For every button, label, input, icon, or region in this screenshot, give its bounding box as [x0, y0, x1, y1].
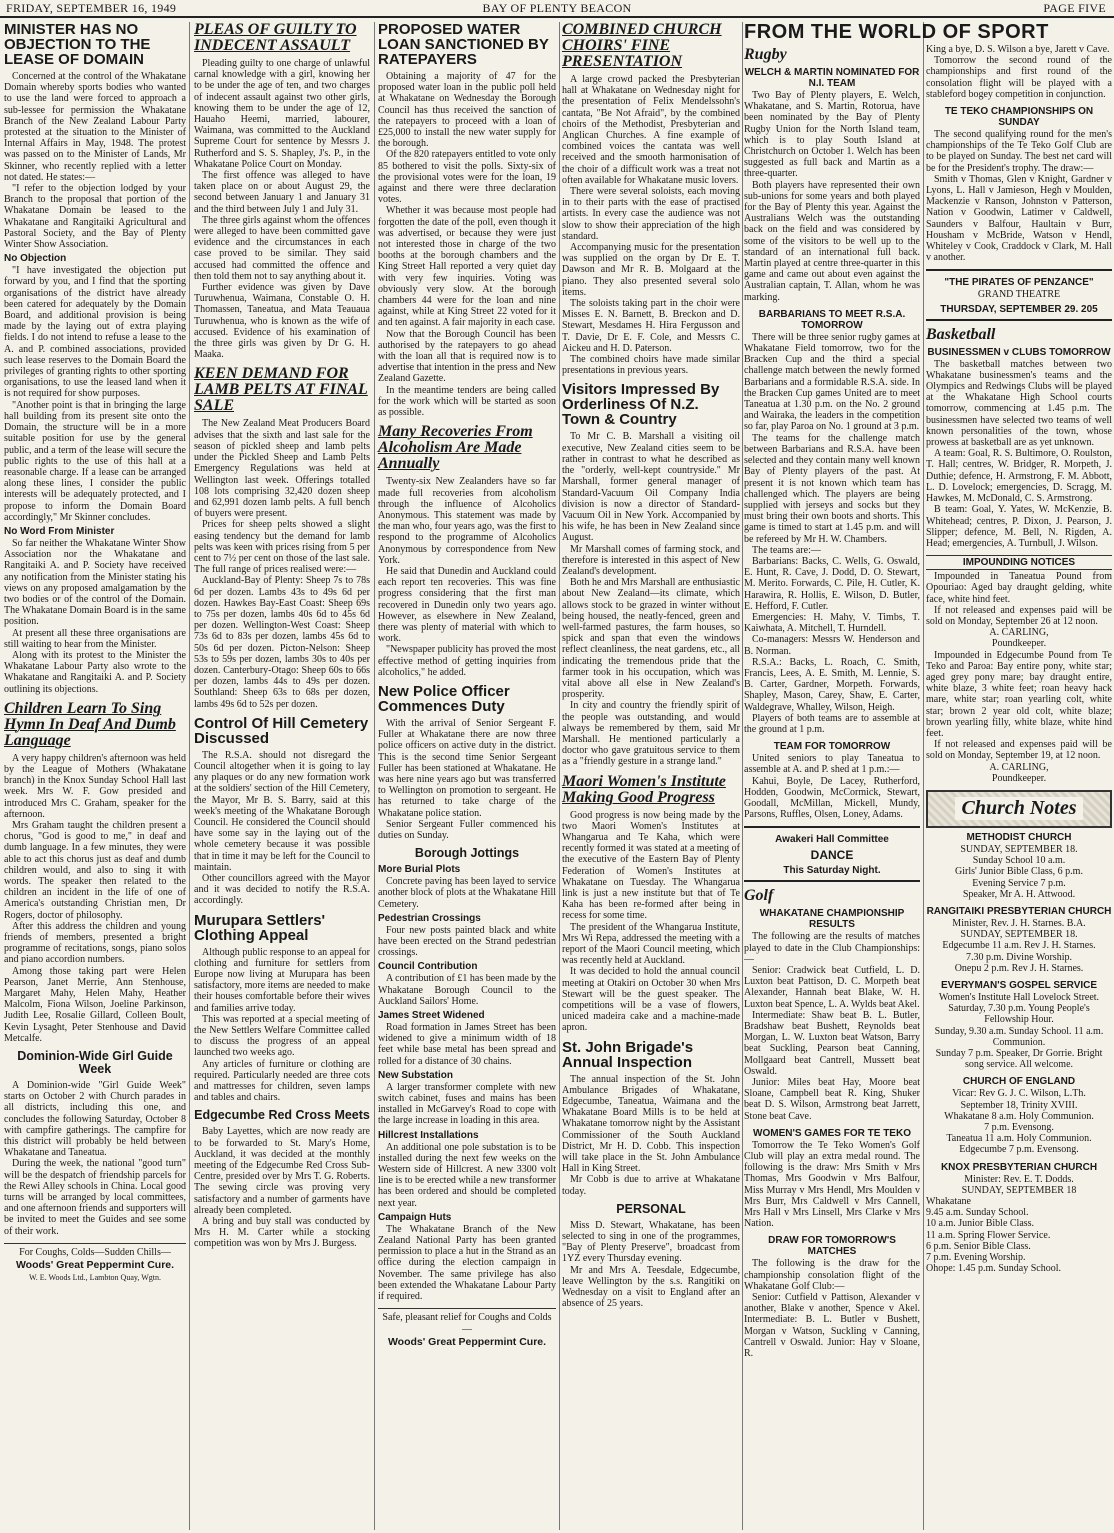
column-4	[562, 22, 740, 1530]
column-3	[378, 22, 556, 1530]
headline: WHAKATANE CHAMPIONSHIP RESULTS	[759, 908, 905, 931]
paragraph: Co-managers: Messrs W. Henderson and B. Norman.	[744, 634, 920, 657]
paragraph: B team: Goal, Y. Yates, W. McKenzie, B. Whitehead; centres, P. Dixon, J. Pearson, J. Slipper; defence, M. Bell, N. Rigden, A. Head; emergencies, A. Turnbull, J. Wilson.	[926, 504, 1112, 549]
headline: TEAM FOR TOMORROW	[773, 741, 891, 753]
column-rule	[189, 22, 190, 1530]
paragraph: Now that the Borough Council has been authorised by the ratepayers to go ahead with the loan all that is required now is to advertise that intention in the press and New Zealand Gazette.	[378, 328, 557, 385]
article-te-teko-championships	[926, 106, 1112, 263]
paragraph: A very happy children's afternoon was held by the League of Mothers (Whakatane branch) in the Knox Sunday School Hall last week. Mrs W. F. Gow presided and introduced Mrs C. Graham, speaker for the afternoon.	[4, 752, 186, 820]
column-2	[194, 22, 370, 1530]
service-line: Sunday, 9.30 a.m. Sunday School. 11 a.m. Communion.	[934, 1025, 1104, 1048]
paragraph: If not released and expenses paid will be sold on Monday, September 26 at 12 noon.	[926, 604, 1112, 627]
service-line: Vicar: Rev G. J. C. Wilson, L.Th.	[952, 1088, 1086, 1100]
paragraph: Pleading guilty to one charge of unlawful carnal knowledge with a girl, knowing her to be under the age of ten, and two charges of indecent assault against two other girls, knowing them to be under the age of 12, Hauaho Heemi, married, labourer, Waimana, was committed to the Auckland Supreme Court for sentence by Messrs J. Rutherford and S. S. Shapley, J's. P., in the Whakatane Police Court on Monday.	[194, 58, 370, 170]
ad-venue: GRAND THEATRE	[977, 289, 1061, 301]
article-alcoholism	[378, 424, 556, 678]
column-rule	[923, 22, 924, 1530]
signature: A. CARLING,	[989, 761, 1049, 773]
church-notes-title: Church Notes	[955, 797, 1082, 820]
subheading: Council Contribution	[378, 961, 478, 973]
advertisement-woods	[4, 1243, 186, 1284]
column-rule	[742, 22, 743, 1530]
paragraph: Among those taking part were Helen Pearson, Janet Merrie, Ann Stenhouse, Margaret Mahy, Helen Mahy, Heather Malcolm, Fiona Wilson, Joeline Parkinson, Judith Lee, Rosalie Gillard, Colleen Boult, Kevin Lysaght, Peter Stenhouse and David Metcalfe.	[4, 965, 186, 1044]
service-line: Edgecumbe 11 a.m. Rev J. H. Starnes.	[942, 940, 1096, 952]
headline: BUSINESSMEN v CLUBS TOMORROW	[927, 346, 1111, 358]
service-line: Ohope: 1.45 p.m. Sunday School.	[926, 1263, 1061, 1275]
section-heading-golf: Golf	[744, 887, 774, 905]
paragraph: Mrs Graham taught the children present a chorus, "God is good to me," in deaf and dumb language. In a few minutes, they were able to act this chorus just as deaf and dumb children would, and also to sing it with words. The speaker then related to the children an incident in the life of one of America's outstanding Christian men, Dr Rogers, doctor of philosophy.	[4, 819, 186, 921]
paragraph: Mr Marshall comes of farming stock, and therefore is interested in this aspect of New Zealand's development.	[562, 543, 740, 577]
paragraph: Along with its protest to the Minister the Whakatane Labour Party also wrote to the Whakatane and Rangitaiki A. and P. Society outlining its objections.	[4, 649, 186, 695]
paragraph: The Whakatane Branch of the New Zealand National Party has been granted permission to place a hut in the Strand as an office during the election campaign in November. The same privilege has also been extended the Whakatane Labour Party if required.	[378, 1223, 556, 1303]
paragraph: R.S.A.: Backs, L. Roach, C. Smith, Francis, Lees, A. E. Smith, M. Lennie, S. B. Carter, Gardner, Morpeth. Forwards, Shapley, Mason, Carey, Shaw, E. Carter, Waldegrave, Whalley, Wilson, Heigh.	[744, 656, 920, 713]
article-st-john	[562, 1040, 740, 1197]
article-barbarians	[744, 309, 920, 735]
headline: WELCH & MARTIN NOMINATED FOR N.I. TEAM	[744, 67, 920, 89]
paragraph: The following is the draw for the championship consolation flight of the Whakatane Golf Club:—	[744, 1258, 920, 1292]
service-line: Onepu 2 p.m. Rev J. H. Starnes.	[954, 962, 1084, 974]
section-heading-basketball: Basketball	[926, 325, 996, 343]
paragraph: The teams for the challenge match between Barbarians and R.S.A. have been selected and they contain many well known Bay of Plenty players of the past. At present it is not known which team has challenged which. The players are being supplied with jerseys and socks but they must bring their own boots and shorts. This game is timed to start at 1.45 p.m. and will be refereed by Mr H. W. Chambers.	[744, 432, 920, 545]
article-deaf-hymn	[4, 701, 186, 1044]
headline: BARBARIANS TO MEET R.S.A. TOMORROW	[758, 308, 906, 331]
paragraph: Junior: Miles beat Hay, Moore beat Sloane, Campbell beat R. King, Shuker beat D. S. Wilson, Armstrong beat Jarrett, Stone beat Cave.	[744, 1077, 920, 1122]
paragraph: Any articles of furniture or clothing are required. Particularly needed are three cots and mattresses for children, seven lamps and tables and chairs.	[194, 1058, 370, 1104]
paragraph: The second qualifying round for the men's championships of the Te Teko Golf Club are to be played on Sunday. The best net card will be for the President's trophy. The draw:—	[926, 129, 1112, 174]
headline: Children Learn To Sing Hymn In Deaf And Dumb Language	[4, 699, 176, 749]
headline: DRAW FOR TOMORROW'S MATCHES	[768, 1235, 896, 1258]
paragraph: "Newspaper publicity has proved the most effective method of getting inquiries from alcoholics," he added.	[378, 644, 556, 678]
service-line: Whakatane	[926, 1196, 971, 1208]
subheading: New Substation	[378, 1069, 454, 1081]
subheading: No Word From Minister	[4, 525, 115, 537]
subheading: James Street Widened	[378, 1010, 485, 1022]
paragraph: "I have investigated the objection put forward by you, and I find that the sporting organisations of the district have already been catered for adequately by the Domain Board, and additional provision is being made by the laying out of extra playing fields. I do not intend to refuse a lease to the A. and P. combined associations, provided such lease reserves to the Domain Board the privileges of granting rights to other sporting organisations, to use the leased land when it is not required for show purposes.	[4, 265, 186, 400]
paragraph: Impounded in Edgecumbe Pound from Te Teko and Paroa: Bay entire pony, white star; aged grey pony mare; bay draught entire, white blaze, 3 white feet; roan heavy hack mare, white star; roan yearling colt, white star; brown 2 year old colt, white blaze; brown yearling filly, white blaze, white hind feet.	[926, 649, 1112, 739]
paragraph: The president of the Whangarua Institute, Mrs Wi Repa, addressed the meeting with a report of the Maori Council meeting, which was recently held at Auckland.	[562, 921, 740, 967]
paragraph: With the arrival of Senior Sergeant F. Fuller at Whakatane there are now three police officers on active duty in the district. This is the second time Senior Sergeant Fuller has been stationed at Whakatane. He was here nine years ago but was transferred to Wellington on promotion to sergeant. He has returned to take charge of the Whakatane police station.	[378, 717, 556, 819]
article-guilty-pleas	[194, 22, 370, 360]
paragraph: Four new posts painted black and white have been erected on the Strand pedestrian crossings.	[378, 924, 556, 959]
headline: Dominion-Wide Girl Guide Week	[17, 1049, 173, 1077]
advertisement-dance	[744, 826, 920, 882]
paragraph: Senior Sergeant Fuller commenced his duties on Sunday.	[378, 818, 556, 841]
paragraph: Two Bay of Plenty players, E. Welch, Whakatane, and S. Martin, Rotorua, have been nominated by the Bay of Plenty Rugby Union for the North Island team, which is to play South Island at Christchurch on October 1. Welch has been suggested as full back and Martin as a three-quarter.	[744, 90, 920, 180]
paragraph: Further evidence was given by Dave Turuwhenua, Waimana, Constable O. H. Thomassen, Taneatua, and Mata Teauaua Turuwhenua, who is known as the wife of accused. Evidence of his examination of the three girls was given by Dr G. H. Maaka.	[194, 282, 370, 361]
paragraph: Players of both teams are to assemble at the ground at 1 p.m.	[744, 712, 920, 735]
paragraph: Kahui, Boyle, De Lacey, Rutherford, Hodden, Goodwin, McCormick, Stewart, Goodall, McMillan, Mickell, Mundy, Parsons, Ruffles, Olsen, Loney, Adams.	[744, 775, 920, 821]
paragraph: At present all these three organisations are still waiting to hear from the Minister.	[4, 627, 186, 650]
paragraph: Impounded in Taneatua Pound from Opouriao: Aged bay draught gelding, white face, white hind feet.	[926, 571, 1112, 605]
service-line: Speaker, Mr A. H. Attwood.	[962, 888, 1076, 900]
paragraph: Emergencies: H. Mahy, V. Timbs, T. Kaiwhata, A. Mitchell, T. Hurndell.	[744, 611, 920, 635]
paragraph: Of the 820 ratepayers entitled to vote only 85 bothered to visit the polls. Sixty-six of the provisional votes were for the loan, 19 against and there were three declaration votes.	[378, 149, 556, 206]
paragraph: United seniors to play Taneatua to assemble at A. and P. shed at 1 p.m.:—	[744, 753, 920, 776]
church-knox	[926, 1162, 1112, 1275]
subheading: Hillcrest Installations	[378, 1129, 479, 1141]
paragraph: Baby Layettes, which are now ready are to be forwarded to St. Mary's Home, Auckland, it was decided at the monthly meeting of the Edgecumbe Red Cross Sub-Centre, presided over by Mrs T. G. Roberts. The sewing circle was proving very satisfactory and a number of garments have already been completed.	[194, 1126, 370, 1216]
service-line: Evening Service 7 p.m.	[972, 877, 1066, 889]
headline: Edgecumbe Red Cross Meets	[194, 1108, 370, 1123]
headline: Many Recoveries From Alcoholism Are Made Annually	[378, 423, 533, 473]
ad-product: Woods' Great Peppermint Cure.	[387, 1336, 547, 1349]
church-notes-banner	[926, 790, 1112, 828]
paragraph: Both players have represented their own sub-unions for some years and both played for the Bay of Plenty this year. Against the Australians Welch was the outstanding back on the field and was considered by some of the visitors to be well up to the standard of an international full back. Martin played at centre three-quarter in this game and came out about even against the Australian captain, T. Allan, whom he was marking.	[744, 179, 920, 303]
paragraph: Barbarians: Backs, C. Wells, G. Oswald, E. Hunt, R. Cave, J. Dodd, D. O. Stewart, M. Merito. Forwards, C. Pile, H. Cutler, K. Harawira, R. Hollis, E. Wilson, D. Butler, E. Hefford, F. Cutler.	[744, 555, 920, 612]
service-line: Whakatane 8 a.m. Holy Communion.	[944, 1110, 1094, 1122]
paragraph: Concerned at the control of the Whakatane Domain whereby sports bodies who wanted to use the land were forced to approach a sub-lessee for permission the Whakatane Branch of the New Zealand Labour Party protested at the situation to the Minister of Internal Affairs in May, 1948. The protest was passed on to the Minister of Lands, Mr Skinner, who recently replied with a letter not dated. He states:—	[4, 71, 186, 183]
issue-date: FRIDAY, SEPTEMBER 16, 1949	[6, 1, 177, 15]
service-date: SUNDAY, SEPTEMBER 18.	[960, 843, 1078, 855]
ad-event: DANCE	[810, 848, 854, 863]
church-name: EVERYMAN'S GOSPEL SERVICE	[940, 980, 1098, 991]
paragraph: There will be three senior rugby games at Whakatane Field tomorrow, two for the Bracken Cup and the third a special challenge match between the newly formed Barbarians and a formidable R.S.A. side. In the Bracken Cup games United are to meet Taneatua at 1.30 p.m. on the No. 2 ground and Wairaka, the leaders in the competition so far, play Paroa on No. 1 ground at 3 p.m.	[744, 331, 920, 433]
subheading: More Burial Plots	[378, 864, 461, 876]
paragraph: He said that Dunedin and Auckland could each report ten recoveries. This was fine progress considering that the first man recovered in Dunedin only two years ago. However, as elsewhere in New Zealand, there was plenty of material with which to work.	[378, 565, 556, 645]
paragraph: It was decided to hold the annual council meeting at Otakiri on October 30 when Mrs Stewart will be the guest speaker. The competitions will be a vase of flowers, uniced madeira cake and a machine-made apron.	[562, 966, 740, 1034]
paragraph: Concrete paving has been layed to service another block of plots at the Whakatane Hill Cemetery.	[378, 876, 556, 910]
church-name: METHODIST CHURCH	[966, 831, 1072, 843]
article-maori-women	[562, 774, 740, 1034]
article-church-choirs	[562, 22, 740, 376]
service-line: 7 p.m. Evening Worship.	[926, 1252, 1026, 1264]
subheading: No Objection	[4, 253, 67, 265]
headline: MINISTER HAS NO OBJECTION TO THE LEASE OF DOMAIN	[4, 21, 151, 68]
impounding-notices	[926, 555, 1112, 784]
paragraph: The annual inspection of the St. John Ambulance Brigades of Whakatane, Edgecumbe, Taneatua, Waimana and the Whakatane Board Mills is to be held at Whakatane tomorrow night by the Assistant Commissioner of the South Auckland District, Mr H. D. Cobb. This inspection will take place in the St. John Ambulance Hall in King Street.	[562, 1073, 740, 1175]
paragraph: Accompanying music for the presentation was supplied on the organ by Dr E. T. Dawson and Mr R. B. Molgaard at the piano. They also presented several solo items.	[562, 242, 740, 298]
article-visitors-impressed	[562, 382, 740, 767]
paragraph: A large crowd packed the Presbyterian hall at Whakatane on Wednesday night for the presentation of Felix Mendelssohn's cantata, "Be Not Afraid", by the combined choirs of the Methodist, Presbyterian and Anglican Churches. A fine example of combined voices the cantata was well received and the smooth harmonisation of the choir of a difficult work was a treat not often available for Whakatane music lovers.	[562, 74, 740, 186]
article-golf-championship	[744, 908, 920, 1121]
paragraph: So far neither the Whakatane Winter Show Association nor the Whakatane and Rangitaiki A. and P. Society have received any notification from the Minister stating his views on any proposed amalgamation by the two bodies or of the control of the Domain. The Whakatane Domain Board is in the same position.	[4, 537, 186, 628]
service-line: 7.30 p.m. Divine Worship.	[966, 951, 1072, 963]
article-guide-week	[4, 1050, 186, 1237]
church-name: CHURCH OF ENGLAND	[962, 1076, 1076, 1088]
service-line: Girls' Junior Bible Class, 6 p.m.	[955, 866, 1083, 878]
minister: Minister, Rev. J. H. Starnes. B.A.	[952, 917, 1086, 929]
paragraph: Obtaining a majority of 47 for the proposed water loan in the public poll held at Whakatane on Wednesday the Borough Council has thus received the sanction of the ratepayers to proceed with a loan of £25,000 to install the new water supply for the borough.	[378, 71, 556, 150]
paragraph: King a bye, D. S. Wilson a bye, Jarett v Cave.	[926, 44, 1110, 55]
banner-spacer	[926, 22, 1112, 44]
paragraph: During the week, the national "good turn" will be the despatch of friendship parcels for the Rewi Alley schools in China. Local good turns will be arranged by local committees, and one afternoon friends and supporters will be invited to meet the Guides and see some of their work.	[4, 1158, 186, 1237]
headline: St. John Brigade's Annual Inspection	[562, 1038, 694, 1071]
paragraph: Whether it was because most people had forgotten the date of the poll, even though it was advertised, or because they were just not interested those in charge of the two booths at the borough chambers and the King Street Hall reported a very quiet day with very few inquiries. Voting was obviously very slow. At the borough chambers 44 were for the loan and nine against, while at King Street 22 voted for it and ten against. A fair majority in each case.	[378, 205, 556, 329]
paragraph: Mr Cobb is due to arrive at Whakatane today.	[562, 1174, 740, 1197]
article-draw-continued	[926, 44, 1112, 100]
service-line: 9.45 a.m. Sunday School.	[926, 1207, 1029, 1219]
ad-date: THURSDAY, SEPTEMBER 29. 205	[940, 303, 1098, 315]
church-of-england	[926, 1076, 1112, 1155]
page-number: PAGE FIVE	[1043, 1, 1106, 15]
ad-address: W. E. Woods Ltd., Lambton Quay, Wgtn.	[28, 1272, 161, 1282]
paragraph: Smith v Thomas, Glen v Knight, Gardner v Lyons, L. Hall v Jamieson, Hegh v Moulden, Mackenzie v Ranson, Johnston v Patterson, Nation v Goodwin, Latimer v Caldwell, Saunders v Balfour, Haultain v Burr, Housham v McBride, Watson v Hendl, Whiteley v Cook, Craddock v Clark, M. Hall v another.	[926, 173, 1112, 264]
paragraph: Other councillors agreed with the Mayor and it was decided to notify the R.S.A. accordingly.	[194, 873, 370, 907]
church-rangitaiki	[926, 906, 1112, 974]
paragraph: A larger transformer complete with new switch cabinet, fuses and mains has been installed in McGarvey's Road to cope with the large increase in loading in this area.	[378, 1081, 556, 1127]
headline: Maori Women's Institute Making Good Progress	[562, 772, 726, 806]
minister: Minister: Rev. E. T. Dodds.	[964, 1173, 1074, 1185]
paragraph: Twenty-six New Zealanders have so far made full recoveries from alcoholism through the influence of Alcoholics Anonymous. This statement was made by the man who, four years ago, was the first to respond to the programme of Alcoholics Anonymous by correspondence from New York.	[378, 476, 557, 566]
column-6	[926, 22, 1112, 1530]
headline: Control Of Hill Cemetery Discussed	[194, 714, 369, 747]
ad-when: This Saturday Night.	[783, 865, 881, 877]
subheading: Pedestrian Crossings	[378, 912, 481, 924]
ad-product: Woods' Great Peppermint Cure.	[15, 1258, 175, 1271]
headline: WOMEN'S GAMES FOR TE TEKO	[753, 1127, 911, 1139]
paragraph: Miss D. Stewart, Whakatane, has been selected to sing in one of the programmes, "Bay of Plenty Preserve", broadcast from 1YZ every Thursday evening.	[562, 1219, 740, 1265]
paragraph: The New Zealand Meat Producers Board advises that the sixth and last sale for the season of pickled sheep and lamb pelts under the Pickled Sheep and Lamb Pelts Emergency Regulations was held at Wellington last week. Offerings totalled 108 lots comprising 32,420 dozen sheep and 62,991 dozen lamb pelts. A full bench of buyers were present.	[194, 418, 370, 520]
signature: A. CARLING,	[989, 627, 1049, 639]
church-name: RANGITAIKI PRESBYTERIAN CHURCH	[926, 905, 1112, 917]
service-line: Sunday 7 p.m. Speaker, Dr Gorrie. Bright song service. All welcome.	[935, 1048, 1103, 1071]
service-line: Edgecumbe 7 p.m. Evensong.	[959, 1144, 1079, 1156]
paragraph: Road formation in James Street has been widened to give a minimum width of 18 feet while base metal has been spread and rolled for a distance of 30 chains.	[378, 1022, 556, 1067]
paragraph: Intermediate: Shaw beat B. L. Butler, Bradshaw beat Bushett, Reynolds beat Morgan, L. W. Luxton beat Watson, Barry beat Suckling, Pearson beat Canning, Mollgaard beat Cantrell, Mussett beat Oswald.	[744, 1009, 920, 1077]
paragraph: There were several soloists, each moving in to their parts with the ease of practised artists. In every case the audience was not slow to show their appreciation of the high standard.	[562, 186, 740, 242]
ad-show: "THE PIRATES OF PENZANCE"	[944, 277, 1094, 289]
church-everyman	[926, 980, 1112, 1070]
paragraph: Prices for sheep pelts showed a slight easing tendency but the demand for lamb pelts was keen with prices rising from 5 per cent to 7½ per cent on those of the last sale. The full range of prices realised were:—	[194, 519, 370, 576]
paragraph: Mr and Mrs A. Teesdale, Edgecumbe, leave Wellington by the s.s. Rangitiki on Wednesday on a visit to England after an absence of 25 years.	[562, 1264, 740, 1310]
sport-banner: FROM THE WORLD OF SPORT	[744, 21, 1049, 43]
paragraph: Both he and Mrs Marshall are enthusiastic about New Zealand—its climate, which allows stock to be grazed in winter without being housed, the neatly-fenced, green and well-farmed pastures, the farm houses, so spick and span that even the windows reflect cleanliness, the neat gardens, etc., all indicating the tremendous pride that the farmer took in his occupation, which was vital above all else in New Zealand's prosperity.	[562, 577, 740, 701]
paragraph: The teams are:—	[752, 544, 821, 556]
advertisement-woods	[378, 1308, 556, 1349]
paragraph: Tomorrow the Te Teko Women's Golf Club will play an extra medal round. The following is the draw: Mrs Smith v Mrs Thomas, Mrs Goodwin v Mrs Balfour, Miss Murray v Mrs Hendl, Mrs Moulden v Mrs Burr, Mrs Caldwell v Mrs Cannell, Mrs Hall v Mrs Linsell, Mrs Clarke v Mrs Nation.	[744, 1139, 920, 1230]
article-domain-lease	[4, 22, 186, 695]
column-1	[4, 22, 186, 1530]
article-borough-jottings	[378, 847, 556, 1302]
service-line: Saturday, 7.30 p.m. Young People's Fellowship Hour.	[948, 1003, 1090, 1026]
paragraph: Senior: Cutfield v Pattison, Alexander v another, Blake v another, Spence v Akel. Intermediate: B. L. Butler v Bushett, Morgan v Watson, Suckling v Canning, Cantrell v Oswald. Junior: Hay v Sloane, R.	[744, 1292, 920, 1360]
service-line: September 18, Trinity XVIII.	[960, 1099, 1078, 1111]
service-line: 6 p.m. Senior Bible Class.	[926, 1240, 1031, 1252]
headline: IMPOUNDING NOTICES	[926, 555, 1112, 570]
service-line: Women's Institute Hall Lovelock Street.	[938, 992, 1100, 1003]
paragraph: To Mr C. B. Marshall a visiting oil executive, New Zealand cities seem to be rather in contrast to what he described as the "orderly, well-kept countryside." Mr Marshall, former general manager of Standard-Vacuum Oil Company India division is now a director of Standard-Vacuum Oil in New York. Accompanied by his wife, he has been in New Zealand since August.	[562, 431, 740, 544]
article-draw	[744, 1235, 920, 1359]
ad-text: For Coughs, Colds—Sudden Chills—	[19, 1246, 171, 1258]
paragraph: In the meantime tenders are being called for the work which will be started as soon as possible.	[378, 384, 556, 419]
paragraph: The first offence was alleged to have taken place on or about August 29, the second between January 1 and January 31 and the third between July 1 and July 31.	[194, 170, 370, 215]
ad-organiser: Awakeri Hall Committee	[775, 834, 889, 846]
article-murupara-appeal	[194, 913, 370, 1104]
paragraph: Good progress is now being made by the two Maori Women's Institutes at Whangarua and Te Kaha, which were recently formed it was stated at a meeting of the executive of the Eastern Bay of Plenty Federation of Women's Institutes at Whakatane on Tuesday. The Whangarua link is just a new institute but that of Te Kaha has been re-formed after being in recess for some time.	[562, 809, 740, 922]
paragraph: This was reported at a special meeting of the New Settlers Welfare Committee called to discuss the progress of an appeal launched two weeks ago.	[194, 1013, 370, 1059]
headline: PROPOSED WATER LOAN SANCTIONED BY RATEPAYERS	[378, 21, 549, 68]
article-red-cross	[194, 1109, 370, 1249]
article-personal	[562, 1203, 740, 1310]
column-rule	[559, 22, 560, 1530]
headline: PLEAS OF GUILTY TO INDECENT ASSAULT	[194, 21, 357, 54]
paragraph: "I refer to the objection lodged by your Branch to the proposal that portion of the Whakatane Domain be leased to the Whakatane and Rangitaiki Agricultural and Pastoral Society, and the Bay of Plenty Winter Show Association.	[4, 183, 186, 251]
paragraph: The basketball matches between two Whakatane businessmen's teams and the Olympics and Redwings Clubs will be played at the Whakatane High School courts tomorrow, commencing at 1.45 p.m. The businessmen have selected two teams of well known personalities of the town, whose prowess at basketball are as yet unknown.	[926, 358, 1112, 449]
service-line: Sunday School 10 a.m.	[972, 855, 1066, 867]
signature-title: Poundkeeper.	[991, 638, 1047, 650]
ad-text: Safe, pleasant relief for Coughs and Colds—	[382, 1312, 552, 1336]
service-line: 10 a.m. Junior Bible Class.	[926, 1218, 1035, 1230]
headline: Borough Jottings	[414, 846, 520, 861]
service-line: 11 a.m. Spring Flower Service.	[926, 1229, 1051, 1241]
signature-title: Poundkeeper.	[991, 772, 1047, 784]
section-heading-rugby: Rugby	[744, 46, 787, 63]
paragraph: The R.S.A. should not disregard the Council altogether when it is going to lay any plaques or do any new formation work at the soldiers' section of the Hill Cemetery, the Mayor, Mr B. S. Barry, said at this week's meeting of the Whakatane Borough Council. He considered the Council should have some say in the laying out of the whole cemetery because it was possible that in time it may be left for the Council to maintain.	[194, 749, 370, 873]
article-womens-games	[744, 1128, 920, 1230]
paragraph: A bring and buy stall was conducted by Mrs H. M. Carter while a stocking competition was won by Mrs J. Burgess.	[194, 1216, 370, 1250]
paragraph: If not released and expenses paid will be sold on Monday, September 19, at 12 noon.	[926, 739, 1112, 762]
paragraph: "Another point is that in bringing the large hall building from its present site onto the Domain, the structure will be in a more suitable position for use by the general public, and a term of the lease will secure the public rights to the use of this hall at a reasonable charge. If a lease can be arranged along these lines, I consider the public interests will be adequately protected, and I propose to inform the Domain Board accordingly," Mr Skinner concludes.	[4, 399, 186, 523]
paragraph: An additional one pole substation is to be installed during the next few weeks on the Western side of Hillcrest. A new 3300 volt line is to be erected while a new transformer has been ordered and should be completed next year.	[378, 1141, 556, 1209]
paragraph: The soloists taking part in the choir were Misses E. N. Barnett, B. Breckon and D. Stewart, Mesdames H. Hira Fergusson and T. Davie, Dr E. F. Cole, and Messrs C. Aickeu and H. D. Paterson.	[562, 298, 740, 354]
article-team-tomorrow	[744, 741, 920, 820]
service-line: Taneatua 11 a.m. Holy Communion.	[946, 1133, 1092, 1145]
service-date: SUNDAY, SEPTEMBER 18	[961, 1184, 1077, 1196]
paragraph: The following are the results of matches played to date in the Club Championships:—	[744, 931, 920, 965]
paragraph: After this address the children and young friends of members, presented a bright programme of recitations, songs, piano solos and piano accordion numbers.	[4, 920, 186, 966]
article-hill-cemetery	[194, 716, 370, 907]
headline: Visitors Impressed By Orderliness Of N.Z. Town & Country	[562, 381, 720, 429]
church-methodist	[926, 832, 1112, 900]
article-welch-martin	[744, 67, 920, 303]
paragraph: A Dominion-wide "Girl Guide Week" starts on October 2 with Church parades in all districts, including this one, and concludes the following Saturday, October 8 with campfire gatherings. The campfire for this district will probably be held between Whakatane and Taneatua.	[4, 1080, 186, 1159]
church-name: KNOX PRESBYTERIAN CHURCH	[940, 1161, 1098, 1173]
masthead	[0, 0, 1114, 18]
service-line: 7 p.m. Evensong.	[984, 1122, 1054, 1134]
paper-name: BAY OF PLENTY BEACON	[482, 1, 632, 15]
paragraph: In city and country the friendly spirit of the people was outstanding, and would always be remembered by them, said Mr Marshall. He mentioned particularly a doctor who gave gratuitous service to them as a "friendly gesture in a strange land."	[562, 700, 740, 768]
article-lamb-pelts	[194, 366, 370, 709]
advertisement-pirates	[926, 269, 1112, 320]
paragraph: The combined choirs have made similar presentations in previous years.	[562, 354, 740, 377]
article-basketball	[926, 347, 1112, 549]
column-rule	[374, 22, 375, 1530]
paragraph: Senior: Cradwick beat Cutfield, L. D. Luxton beat Pattison, D. C. Morpeth beat Alexander, Hannah beat Blake, W. H. Luxton beat Spence, L. A. Wylds beat Akel.	[744, 965, 920, 1010]
paragraph: The three girls against whom the offences were alleged to have been committed gave evidence and the circumstances in each case proved to be similar. They said accused had committed the offence and then told them not to say anything about it.	[194, 214, 370, 282]
service-date: SUNDAY, SEPTEMBER 18.	[960, 929, 1078, 941]
subheading: Campaign Huts	[378, 1211, 452, 1223]
article-police-officer	[378, 684, 556, 841]
headline: KEEN DEMAND FOR LAMB PELTS AT FINAL SALE	[194, 365, 368, 415]
headline: COMBINED CHURCH CHOIRS' FINE PRESENTATION	[562, 21, 722, 70]
paragraph: A team: Goal, R. S. Bultimore, O. Roulston, T. Hall; centres, W. Bridger, R. Morpeth, J. Duthie; defence, H. Armstrong, F. M. Abbott, L. D. Lovelock; emergencies, D. Scragg, M. Hawkes, M. McDonald, C. S. Armstrong.	[926, 448, 1112, 505]
paragraph: Although public response to an appeal for clothing and furniture for settlers from Europe now living at Murupara has been satisfactory, more items are needed to make their houses comfortable before their wives and families arrive today.	[194, 946, 370, 1014]
paragraph: A contribution of £1 has been made by the Whakatane Borough Council to the Auckland Sailors' Home.	[378, 973, 556, 1007]
article-water-loan	[378, 22, 556, 418]
headline: PERSONAL	[616, 1201, 686, 1216]
headline: Murupara Settlers' Clothing Appeal	[194, 911, 326, 944]
paragraph: Tomorrow the second round of the championships and first round of the consolation flight will be played with a stableford bogey competition in conjunction.	[926, 55, 1112, 100]
headline: TE TEKO CHAMPIONSHIPS ON SUNDAY	[944, 106, 1094, 129]
headline: New Police Officer Commences Duty	[378, 682, 510, 715]
paragraph: Auckland-Bay of Plenty: Sheep 7s to 78s 6d per dozen. Lambs 43s to 49s 6d per dozen. Hawkes Bay-East Coast: Sheep 69s to 75s per dozen, lambs 40s 6d to 45s 6d per dozen. Wellington-West Coast: Sheep 73s 6d to 83s per dozen, lambs 45s 6d to 50s 6d per dozen. Picton-Nelson: Sheep 53s to 59s per dozen, lambs 30s to 40s per dozen. Canterbury-Otago: Sheep 60s to 66s per dozen, lambs 44s to 49s per dozen. Southland: Sheep 63s to 68s per dozen, lambs 49s 6d to 52s per dozen.	[194, 575, 370, 710]
